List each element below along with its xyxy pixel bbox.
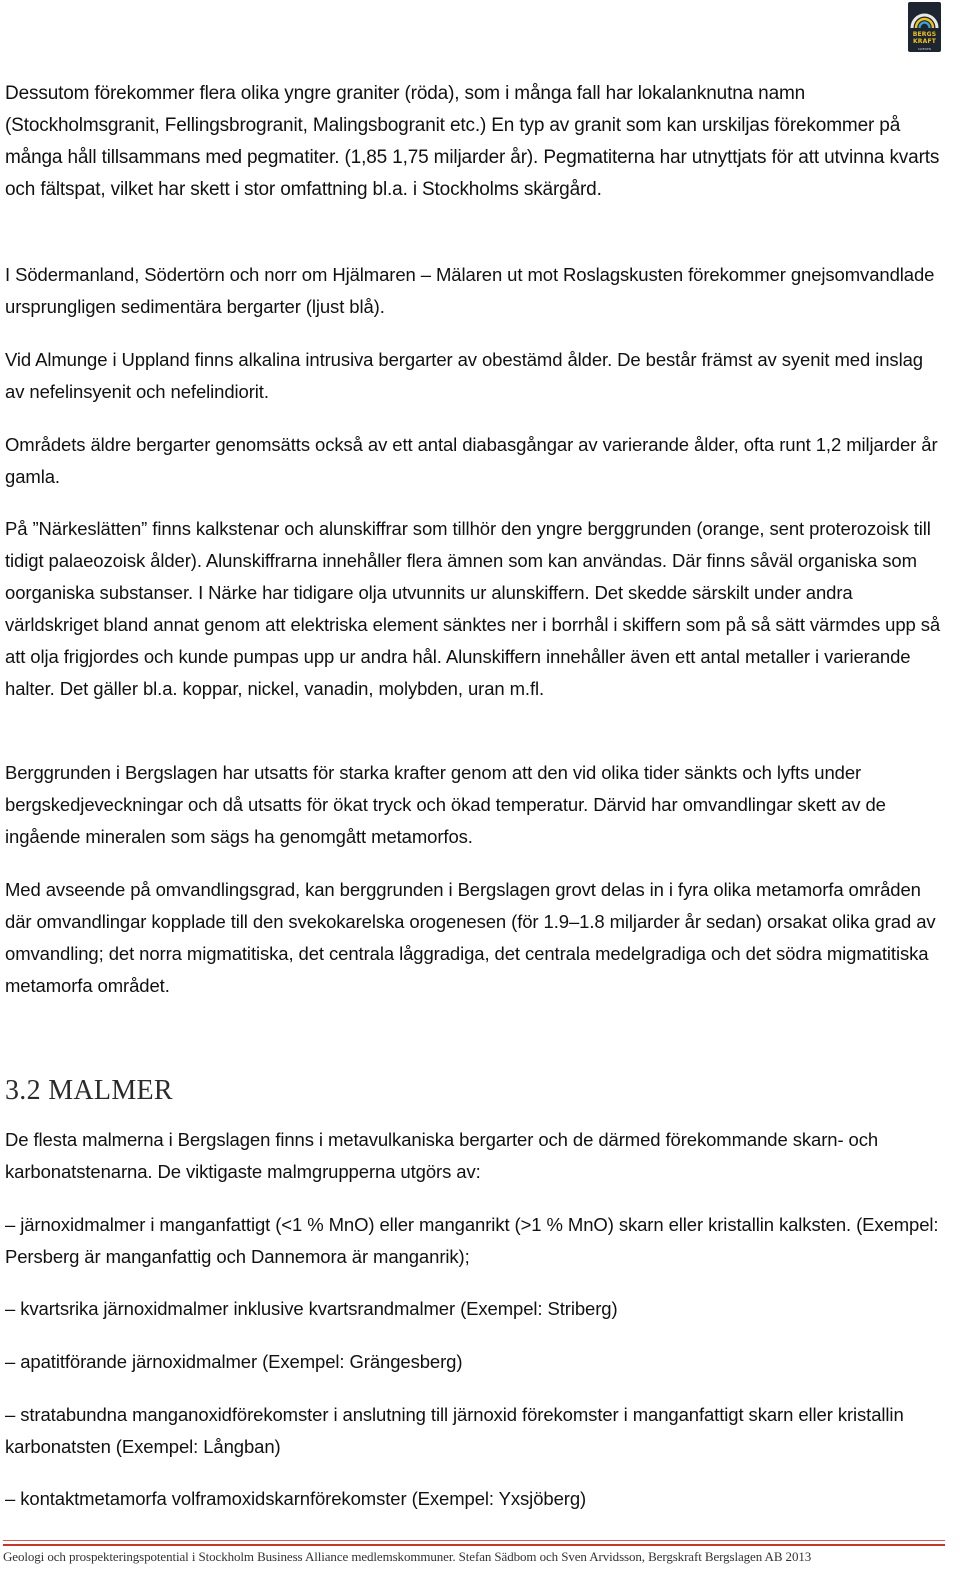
logo-word-sweden: SWEDEN <box>917 47 932 51</box>
paragraph: De flesta malmerna i Bergslagen finns i metavulkaniska bergarter och de därmed förekommande skarn- och karbonatstenarna. De viktigaste malmgrupperna utgörs av: <box>5 1129 879 1182</box>
bergskraft-logo <box>908 2 941 52</box>
footer-divider-thin <box>3 1540 945 1541</box>
paragraph: Dessutom förekommer flera olika yngre graniter (röda), som i många fall har lokalanknutna namn (Stockholmsgranit, Fellingsbrogranit, Malingsbogranit etc.) En typ av granit som kan urskiljas förekommer på många håll tillsammans med pegmatiter. (1,85 1,75 miljarder år). Pegmatiterna har utnyttjats för att utvinna kvarts och fältspat, vilket har skett i stor omfattning bl.a. i Stockholms skärgård. <box>5 83 940 200</box>
paragraph: Med avseende på omvandlingsgrad, kan berggrunden i Bergslagen grovt delas in i fyra olika metamorfa områden där omvandlingar kopplade till den svekokarelska orogenesen (för 1.9–1.8 miljarder år sedan) orsakat olika grad av omvandling; det norra migmatitiska, det centrala låggradiga, det centrala medelgradiga och det södra migmatitiska metamorfa området. <box>5 879 936 996</box>
paragraph: Områdets äldre bergarter genomsätts också av ett antal diabasgångar av varierande ålder, ofta runt 1,2 miljarder år gamla. <box>5 434 938 487</box>
list-item: – stratabundna manganoxidförekomster i anslutning till järnoxid förekomster i manganfattigt skarn eller kristallin karbonatsten (Exempel: Långban) <box>5 1404 904 1457</box>
list-item: – järnoxidmalmer i manganfattigt (<1 % MnO) eller manganrikt (>1 % MnO) skarn eller kristallin kalksten. (Exempel: Persberg är manganfattig och Dannemora är manganrik); <box>5 1214 939 1267</box>
list-item: – apatitförande järnoxidmalmer (Exempel: Grängesberg) <box>5 1351 463 1372</box>
page-footer: Geologi och prospekteringspotential i Stockholm Business Alliance medlemskommuner. Stefan Sädbom och Sven Arvidsson, Bergskraft Bergslagen AB 2013 <box>3 1549 812 1564</box>
paragraph: Vid Almunge i Uppland finns alkalina intrusiva bergarter av obestämd ålder. De består främst av syenit med inslag av nefelinsyenit och nefelindiorit. <box>5 349 923 402</box>
logo-word-bergs: BERGS <box>912 31 937 38</box>
list-item: – kvartsrika järnoxidmalmer inklusive kvartsrandmalmer (Exempel: Striberg) <box>5 1298 618 1319</box>
footer-divider-thick <box>3 1544 945 1546</box>
paragraph: I Södermanland, Södertörn och norr om Hjälmaren – Mälaren ut mot Roslagskusten förekommer gnejsomvandlade ursprungligen sedimentära bergarter (ljust blå). <box>5 264 935 317</box>
section-heading: 3.2 MALMER <box>5 1075 173 1106</box>
paragraph: Berggrunden i Bergslagen har utsatts för starka krafter genom att den vid olika tider sänkts och lyfts under bergskedjeveckningar och då utsatts för ökat tryck och ökad temperatur. Därvid har omvandlingar skett av de ingående mineralen som sägs ha genomgått metamorfos. <box>5 762 886 847</box>
list-item: – kontaktmetamorfa volframoxidskarnförekomster (Exempel: Yxsjöberg) <box>5 1488 587 1509</box>
logo-word-kraft: KRAFT <box>912 38 937 45</box>
paragraph: På ”Närkeslätten” finns kalkstenar och alunskiffrar som tillhör den yngre berggrunden (orange, sent proterozoisk till tidigt palaeozoisk ålder). Alunskiffrarna innehåller flera ämnen som kan användas. Där finns såväl organiska som oorganiska substanser. I Närke har tidigare olja utvunnits ur alunskiffern. Det skedde särskilt under andra världskriget bland annat genom att elektriska element sänktes ner i borrhål i skiffern som på så sätt värmdes upp så att olja frigjordes och kunde pumpas upp ur andra hål. Alunskiffern innehåller även ett antal metaller i varierande halter. Det gäller bl.a. koppar, nickel, vanadin, molybden, uran m.fl. <box>5 518 941 699</box>
